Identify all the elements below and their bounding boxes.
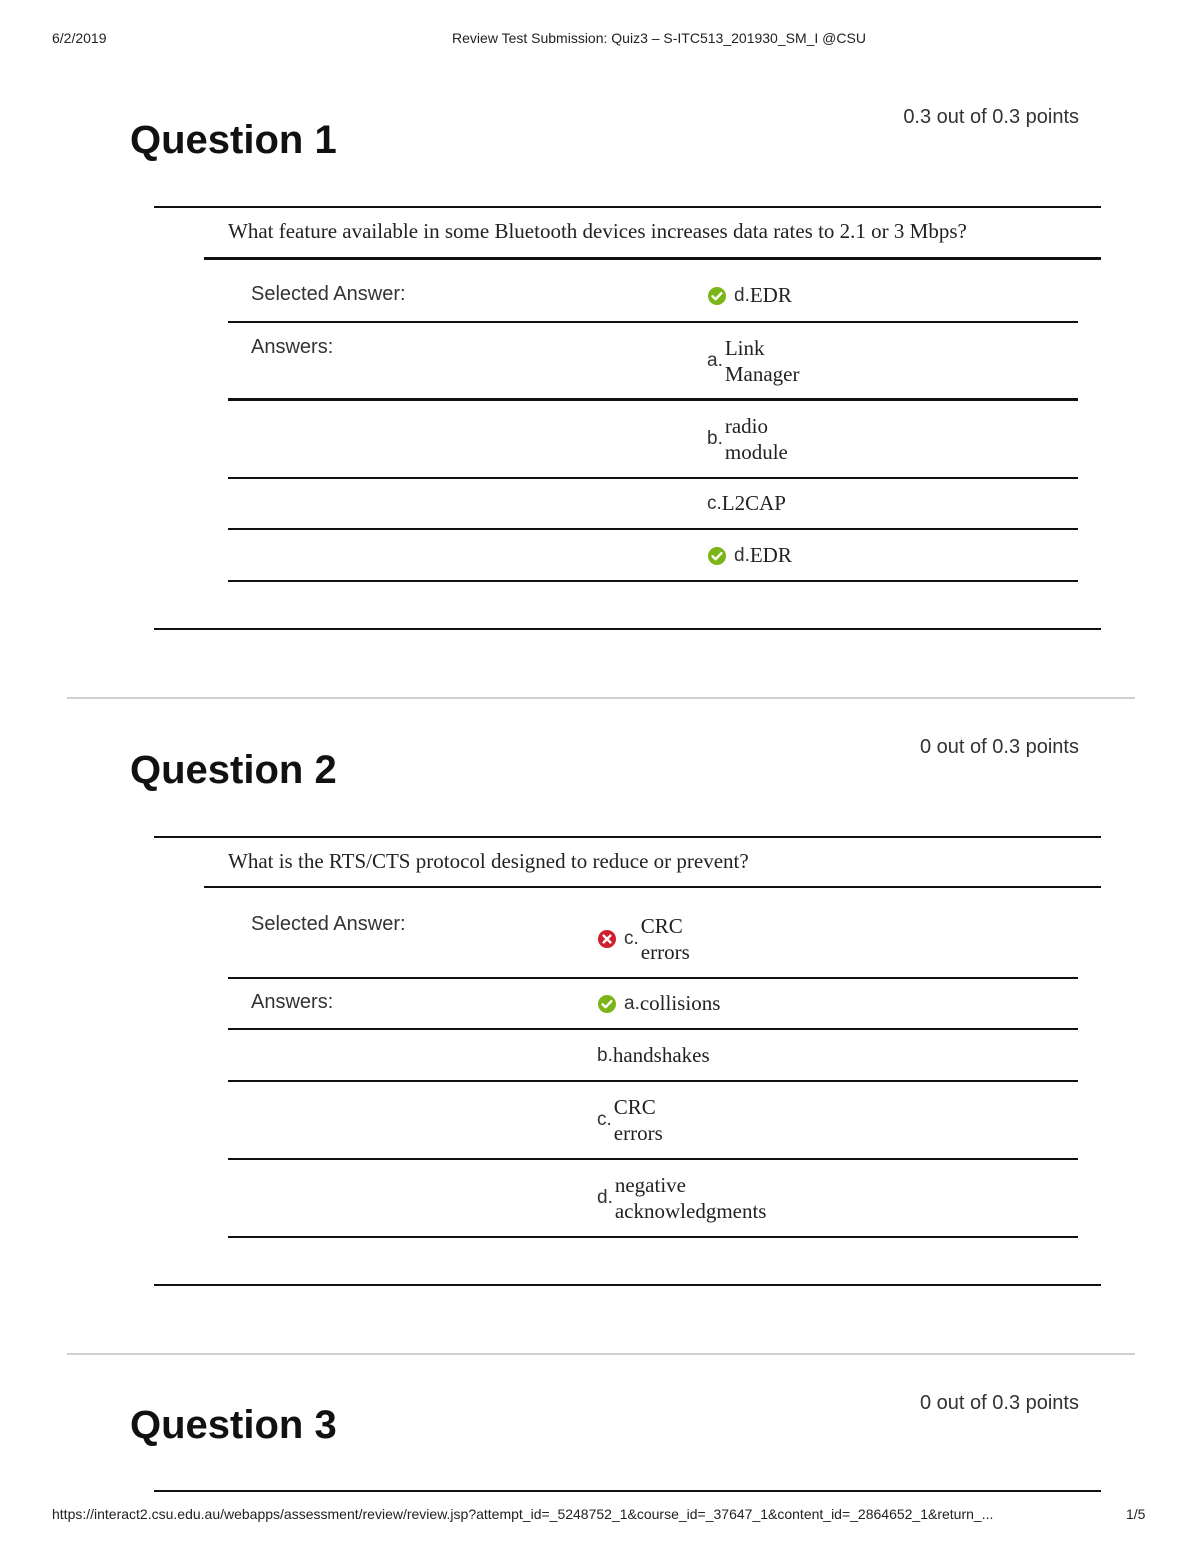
divider xyxy=(228,477,1078,479)
answer-letter: b. xyxy=(707,428,723,449)
answer-text: L2CAP xyxy=(721,491,786,515)
answer-text: EDR xyxy=(749,283,792,307)
check-circle-icon xyxy=(708,287,726,305)
selected-answer-label: Selected Answer: xyxy=(251,913,406,935)
answer-text: CRC xyxy=(640,914,683,938)
answer-text: Link xyxy=(724,336,765,360)
check-circle-icon xyxy=(598,995,616,1013)
answer-option-c xyxy=(707,491,786,516)
answer-text: EDR xyxy=(749,543,792,567)
x-circle-icon xyxy=(598,930,616,948)
answer-letter: d. xyxy=(734,544,750,566)
question-3-title: Question 3 xyxy=(130,1403,337,1447)
answers-label: Answers: xyxy=(251,991,334,1013)
answer-text: acknowledgments xyxy=(614,1199,767,1223)
check-circle-icon xyxy=(708,547,726,565)
answer-letter: c. xyxy=(597,1109,612,1130)
answer-option-a xyxy=(598,991,720,1016)
answer-option-d xyxy=(708,543,792,568)
page-number: 1/5 xyxy=(1126,1506,1146,1522)
answer-option-d xyxy=(597,1172,766,1224)
divider xyxy=(228,528,1078,530)
answer-option-a xyxy=(707,335,800,387)
question-2-text: What is the RTS/CTS protocol designed to reduce or prevent? xyxy=(228,849,749,873)
answer-letter: c. xyxy=(624,928,639,949)
answer-text: radio xyxy=(724,414,769,438)
question-separator xyxy=(67,697,1135,699)
page-title: Review Test Submission: Quiz3 – S-ITC513_201930_SM_I @CSU xyxy=(452,30,866,46)
divider xyxy=(204,886,1101,888)
divider xyxy=(228,1028,1078,1030)
answer-text: collisions xyxy=(639,991,721,1015)
question-1-points: 0.3 out of 0.3 points xyxy=(903,106,1079,128)
divider xyxy=(154,1490,1101,1492)
divider xyxy=(228,321,1078,323)
question-2-points: 0 out of 0.3 points xyxy=(919,736,1079,758)
selected-answer-label: Selected Answer: xyxy=(251,283,406,305)
divider xyxy=(228,1158,1078,1160)
divider xyxy=(154,628,1101,630)
print-date: 6/2/2019 xyxy=(52,30,107,46)
question-3-points: 0 out of 0.3 points xyxy=(919,1392,1079,1414)
divider xyxy=(154,206,1101,208)
divider xyxy=(204,257,1101,260)
answer-letter: a. xyxy=(624,992,640,1014)
answer-text: errors xyxy=(613,1121,663,1145)
answer-letter: b. xyxy=(597,1044,613,1066)
answer-text: errors xyxy=(640,940,690,964)
answer-option-b xyxy=(707,413,788,465)
divider xyxy=(228,580,1078,582)
answer-text: Manager xyxy=(724,362,800,386)
question-2-title: Question 2 xyxy=(130,748,337,792)
question-1-title: Question 1 xyxy=(130,118,337,162)
page-url: https://interact2.csu.edu.au/webapps/assessment/review/review.jsp?attempt_id=_5248752_1&course_id=_37647_1&content_id=_2864652_1&return_... xyxy=(52,1506,994,1522)
answer-text: module xyxy=(724,440,788,464)
answer-text: handshakes xyxy=(612,1043,710,1067)
divider xyxy=(228,1236,1078,1238)
question-1-text: What feature available in some Bluetooth devices increases data rates to 2.1 or 3 Mbps? xyxy=(228,219,967,243)
answer-text: CRC xyxy=(613,1095,656,1119)
divider xyxy=(154,1284,1101,1286)
divider xyxy=(228,977,1078,979)
answer-option-c xyxy=(597,1094,663,1146)
answers-label: Answers: xyxy=(251,336,334,358)
question-2-selected-answer xyxy=(598,913,690,965)
divider xyxy=(228,1080,1078,1082)
answer-letter: d. xyxy=(597,1187,613,1208)
question-separator xyxy=(67,1353,1135,1355)
divider xyxy=(154,836,1101,838)
answer-letter: c. xyxy=(707,492,722,514)
divider xyxy=(228,398,1078,401)
answer-letter: a. xyxy=(707,350,723,371)
question-1-selected-answer xyxy=(708,283,792,308)
answer-text: negative xyxy=(614,1173,686,1197)
answer-letter: d. xyxy=(734,284,750,306)
answer-option-b xyxy=(597,1043,710,1068)
